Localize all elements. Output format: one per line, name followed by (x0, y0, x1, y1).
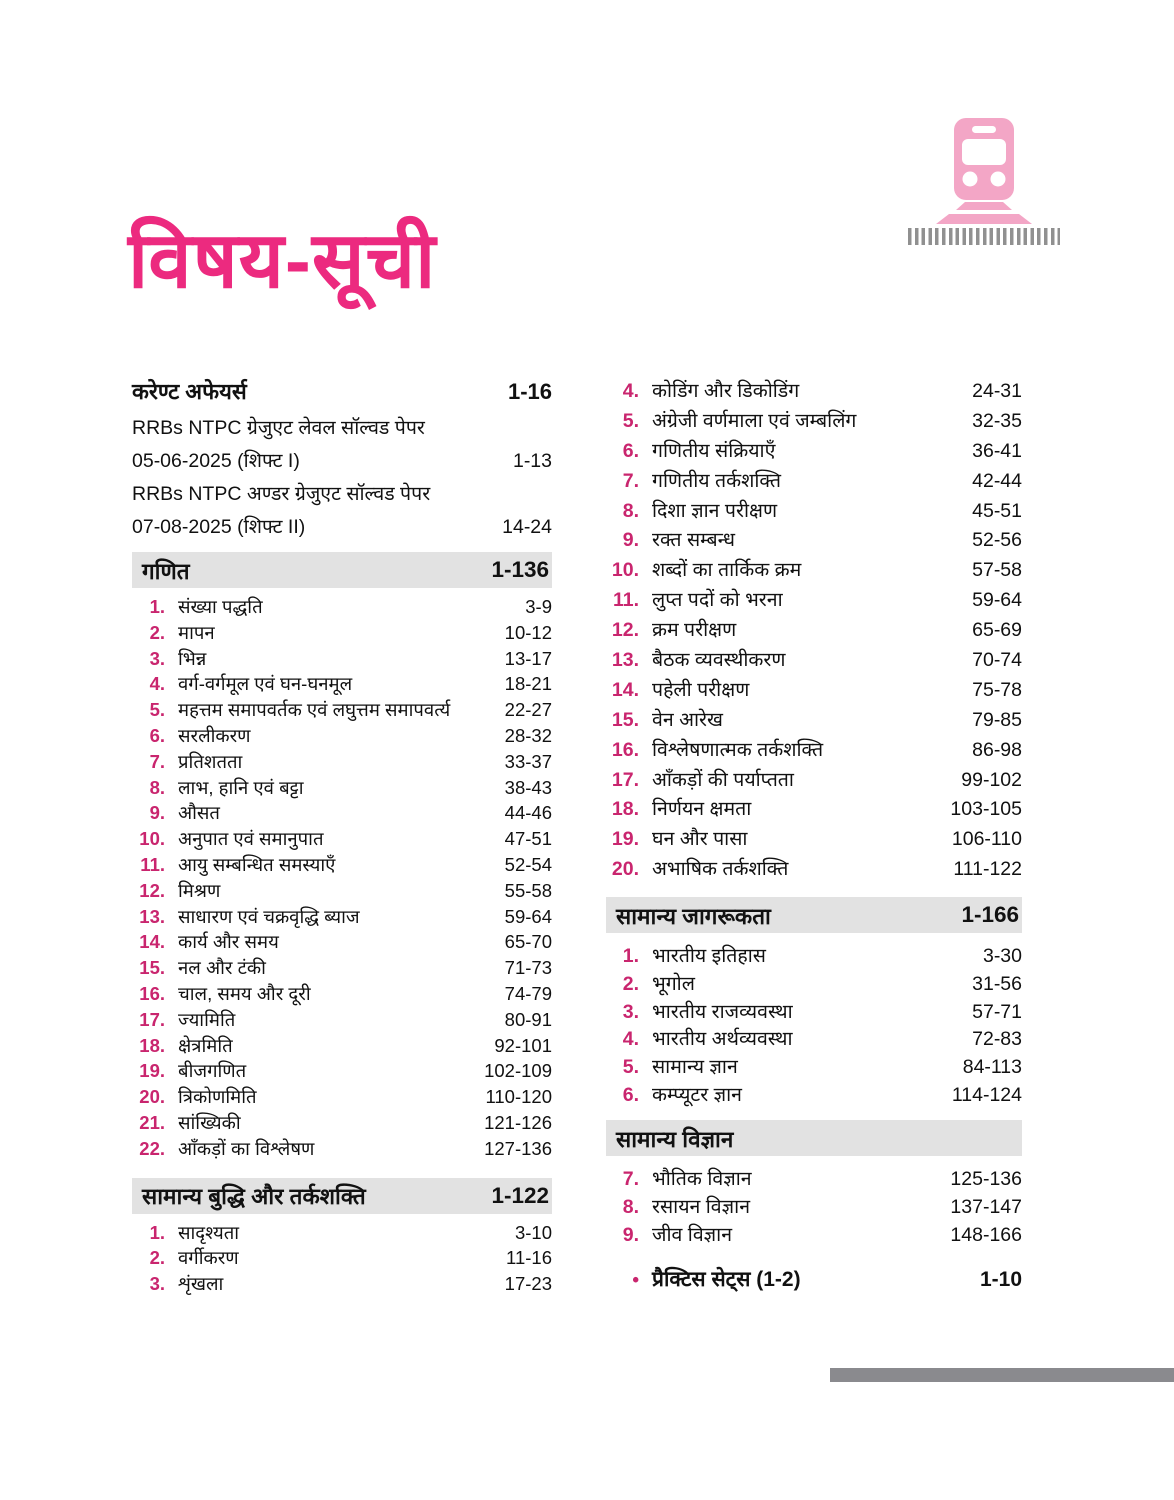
item-number: 22. (139, 1137, 165, 1159)
item-number: 5. (149, 699, 165, 721)
right-sections (606, 897, 1022, 1247)
section-pages: 1-136 (491, 557, 549, 582)
item-number: 11. (140, 853, 165, 875)
item-title: गणितीय तर्कशक्ति (652, 469, 781, 492)
section-title: सामान्य बुद्धि और तर्कशक्ति (142, 1184, 366, 1210)
item-number: 14. (139, 931, 165, 953)
item-title: शब्दों का तार्किक क्रम (652, 559, 802, 582)
item-title: नल और टंकी (178, 957, 266, 979)
item-pages: 3-30 (982, 945, 1022, 968)
item-title: अभाषिक तर्कशक्ति (652, 858, 789, 881)
toc-item (132, 800, 552, 826)
item-title: बैठक व्यवस्थीकरण (652, 649, 786, 672)
item-title: चाल, समय और दूरी (178, 982, 311, 1004)
item-pages: 84-113 (962, 1055, 1022, 1078)
item-title: मापन (178, 621, 215, 643)
item-pages: 114-124 (951, 1083, 1022, 1106)
item-pages: 137-147 (950, 1195, 1022, 1218)
toc-item (132, 852, 552, 878)
toc-item (132, 671, 552, 697)
item-pages: 44-46 (504, 802, 552, 824)
section-header (132, 552, 552, 588)
item-title: आँकड़ों की पर्याप्तता (652, 768, 794, 791)
item-title: शृंखला (178, 1273, 224, 1295)
item-title: जीव विज्ञान (652, 1223, 733, 1246)
toc-item (606, 735, 1022, 765)
toc-item (606, 1192, 1022, 1220)
item-title: भिन्न (178, 647, 207, 669)
paper-line: RRBs NTPC ग्रेजुएट लेवल सॉल्वड पेपर (132, 417, 425, 439)
toc-item (606, 406, 1022, 436)
item-number: 5. (622, 409, 639, 432)
item-pages: 57-71 (972, 1000, 1022, 1023)
item-pages: 38-43 (504, 776, 552, 798)
item-number: 4. (622, 1028, 639, 1051)
item-pages: 148-166 (950, 1223, 1022, 1246)
item-number: 9. (622, 1223, 639, 1246)
item-pages: 59-64 (972, 589, 1022, 612)
item-title: अनुपात एवं समानुपात (178, 828, 324, 850)
toc-item (606, 1220, 1022, 1248)
item-number: 8. (622, 1195, 639, 1218)
item-number: 4. (149, 673, 165, 695)
item-pages: 65-70 (504, 931, 552, 953)
toc-item (132, 1245, 552, 1271)
current-affairs-header (132, 376, 552, 412)
item-title: महत्तम समापवर्तक एवं लघुत्तम समापवर्त्य (178, 699, 451, 721)
item-title: कार्य और समय (178, 931, 279, 953)
toc-item (132, 775, 552, 801)
toc-item (606, 645, 1022, 675)
item-number: 18. (611, 798, 639, 821)
section-header (606, 897, 1022, 933)
section-title: गणित (142, 558, 190, 584)
item-number: 12. (611, 619, 639, 642)
item-title: भूगोल (652, 972, 695, 995)
section-pages: 1-166 (961, 902, 1019, 928)
toc-section (132, 1178, 552, 1297)
bullet-icon: • (632, 1270, 639, 1292)
item-number: 3. (149, 647, 165, 669)
toc-item (132, 697, 552, 723)
item-title: भारतीय इतिहास (652, 945, 766, 968)
item-number: 4. (622, 380, 639, 402)
paper-line (132, 445, 552, 478)
item-number: 20. (611, 858, 639, 881)
item-pages: 57-58 (972, 559, 1022, 582)
item-title: वेन आरेख (652, 708, 723, 731)
paper-line: RRBs NTPC अण्डर ग्रेजुएट सॉल्वड पेपर (132, 483, 431, 505)
item-pages: 99-102 (961, 768, 1022, 791)
item-pages: 45-51 (972, 499, 1022, 522)
item-pages: 28-32 (504, 724, 552, 746)
item-pages: 47-51 (504, 828, 552, 850)
item-number: 10. (139, 828, 165, 850)
item-pages: 3-10 (514, 1221, 552, 1243)
toc-item (132, 646, 552, 672)
footer-bar (830, 1368, 1174, 1382)
toc-item (132, 723, 552, 749)
item-pages: 18-21 (504, 673, 552, 695)
item-number: 13. (139, 905, 165, 927)
toc-item (132, 955, 552, 981)
item-pages: 79-85 (972, 708, 1022, 731)
item-title: कोडिंग और डिकोडिंग (652, 380, 800, 402)
toc-item (606, 705, 1022, 735)
item-title: क्षेत्रमिति (178, 1034, 233, 1056)
item-pages: 70-74 (972, 649, 1022, 672)
toc-item (132, 1084, 552, 1110)
item-pages: 106-110 (951, 828, 1022, 851)
toc-item (132, 981, 552, 1007)
item-number: 6. (149, 724, 165, 746)
item-number: 16. (139, 982, 165, 1004)
toc-item (606, 1024, 1022, 1052)
toc-item (132, 1136, 552, 1162)
paper-line (132, 511, 552, 544)
item-number: 9. (149, 802, 165, 824)
item-title: भारतीय राजव्यवस्था (652, 1000, 793, 1023)
item-title: मिश्रण (178, 879, 221, 901)
toc-item (606, 675, 1022, 705)
item-number: 2. (149, 621, 165, 643)
practice-sets-label: प्रैक्टिस सेट्स (1-2) (652, 1268, 801, 1292)
toc-item (606, 466, 1022, 496)
item-number: 5. (622, 1055, 639, 1078)
item-pages: 52-54 (504, 853, 552, 875)
item-title: संख्या पद्धति (178, 596, 263, 617)
item-pages: 102-109 (484, 1060, 552, 1082)
item-title: भौतिक विज्ञान (652, 1168, 752, 1191)
item-number: 14. (611, 678, 639, 701)
toc-item (132, 1271, 552, 1297)
item-pages: 127-136 (484, 1137, 552, 1159)
item-pages: 22-27 (504, 699, 552, 721)
item-number: 1. (622, 945, 639, 968)
item-title: लाभ, हानि एवं बट्टा (178, 776, 304, 798)
item-pages: 92-101 (494, 1034, 552, 1056)
paper-pages: 14-24 (502, 516, 552, 538)
item-pages: 71-73 (504, 957, 552, 979)
toc-item (606, 969, 1022, 997)
item-pages: 125-136 (950, 1168, 1022, 1191)
item-title: साधारण एवं चक्रवृद्धि ब्याज (178, 905, 360, 927)
toc-item (606, 615, 1022, 645)
item-number: 7. (622, 1168, 639, 1191)
item-number: 8. (622, 499, 639, 522)
paper-entry (132, 412, 552, 478)
toc-item (606, 1080, 1022, 1108)
item-number: 13. (611, 649, 639, 672)
item-pages: 55-58 (504, 879, 552, 901)
section-items (132, 1220, 552, 1297)
item-pages: 110-120 (485, 1086, 552, 1108)
item-number: 15. (611, 708, 639, 731)
item-pages: 11-16 (506, 1247, 552, 1269)
item-title: सामान्य ज्ञान (652, 1055, 738, 1078)
item-number: 6. (622, 1083, 639, 1106)
item-title: त्रिकोणमिति (178, 1086, 257, 1108)
toc-item (606, 555, 1022, 585)
item-pages: 121-126 (484, 1111, 552, 1133)
item-title: पहेली परीक्षण (652, 678, 750, 701)
toc-item (132, 929, 552, 955)
item-pages: 3-9 (525, 596, 552, 617)
toc-item (606, 941, 1022, 969)
toc-item (606, 1164, 1022, 1192)
item-title: प्रतिशतता (178, 750, 243, 772)
item-number: 16. (611, 738, 639, 761)
page-title: विषय-सूची (128, 216, 437, 304)
item-pages: 33-37 (504, 750, 552, 772)
item-pages: 36-41 (972, 439, 1022, 462)
item-title: आयु सम्बन्धित समस्याएँ (178, 853, 336, 875)
item-pages: 52-56 (972, 529, 1022, 552)
left-column (132, 376, 552, 1297)
toc-item (606, 765, 1022, 795)
section-header (132, 1178, 552, 1214)
toc-item (132, 878, 552, 904)
item-title: क्रम परीक्षण (652, 619, 737, 642)
toc-item (132, 904, 552, 930)
item-number: 8. (149, 776, 165, 798)
item-pages: 86-98 (972, 738, 1022, 761)
item-title: सांख्यिकी (178, 1111, 241, 1133)
toc-item (606, 525, 1022, 555)
item-title: गणितीय संक्रियाएँ (652, 439, 776, 462)
item-number: 20. (139, 1086, 165, 1108)
toc-section (606, 1120, 1022, 1247)
item-pages: 13-17 (504, 647, 552, 669)
item-pages: 74-79 (504, 982, 552, 1004)
railway-track-icon (908, 228, 1060, 245)
item-pages: 32-35 (972, 409, 1022, 432)
item-number: 19. (611, 828, 639, 851)
toc-item (132, 620, 552, 646)
train-icon (902, 118, 1066, 224)
paper-pages: 1-13 (512, 450, 552, 472)
paper-date: 05-06-2025 (शिफ्ट I) (132, 450, 300, 472)
item-title: रक्त सम्बन्ध (652, 529, 736, 552)
section-pages: 1-122 (491, 1182, 549, 1208)
item-title: औसत (178, 802, 220, 824)
item-title: बीजगणित (178, 1060, 247, 1082)
item-title: लुप्त पदों को भरना (652, 589, 783, 612)
toc-section (132, 552, 552, 1162)
toc-item (132, 594, 552, 620)
item-number: 10. (611, 559, 639, 582)
item-pages: 42-44 (972, 469, 1022, 492)
item-pages: 65-69 (972, 619, 1022, 642)
item-pages: 24-31 (972, 380, 1022, 402)
item-title: अंग्रेजी वर्णमाला एवं जम्बलिंग (652, 409, 857, 432)
practice-sets-pages: 1-10 (979, 1268, 1022, 1292)
toc-item (606, 376, 1022, 406)
toc-item (606, 824, 1022, 854)
item-title: वर्ग-वर्गमूल एवं घन-घनमूल (178, 673, 353, 695)
item-pages: 103-105 (950, 798, 1022, 821)
item-number: 9. (622, 529, 639, 552)
item-number: 17. (611, 768, 639, 791)
practice-sets-row (606, 1265, 1022, 1293)
item-pages: 72-83 (972, 1028, 1022, 1051)
toc-item (132, 1220, 552, 1246)
left-sections (132, 552, 552, 1297)
item-title: निर्णयन क्षमता (652, 798, 752, 821)
toc-item (132, 1007, 552, 1033)
toc-item (606, 585, 1022, 615)
item-number: 17. (139, 1008, 165, 1030)
current-affairs-pages: 1-16 (507, 379, 552, 404)
paper-entry (132, 478, 552, 544)
item-title: भारतीय अर्थव्यवस्था (652, 1028, 793, 1051)
item-title: कम्प्यूटर ज्ञान (652, 1083, 742, 1106)
publisher-logo (902, 118, 1066, 245)
toc-item (132, 1058, 552, 1084)
toc-item (606, 794, 1022, 824)
toc-item (606, 1052, 1022, 1080)
item-title: सादृश्यता (178, 1221, 240, 1243)
item-number: 1. (149, 596, 165, 617)
item-title: दिशा ज्ञान परीक्षण (652, 499, 778, 522)
current-affairs-title: करेण्ट अफेयर्स (132, 379, 247, 404)
item-number: 2. (622, 972, 639, 995)
item-title: घन और पासा (652, 828, 748, 851)
item-number: 21. (139, 1111, 165, 1133)
item-title: ज्यामिति (178, 1008, 236, 1030)
item-number: 11. (612, 589, 639, 612)
toc-item (132, 1033, 552, 1059)
item-number: 6. (622, 439, 639, 462)
item-number: 7. (149, 750, 165, 772)
item-number: 12. (139, 879, 165, 901)
right-column (606, 376, 1022, 1293)
item-pages: 59-64 (504, 905, 552, 927)
item-number: 3. (622, 1000, 639, 1023)
section-title: सामान्य विज्ञान (616, 1126, 734, 1152)
item-pages: 111-122 (953, 858, 1022, 881)
toc-item (606, 436, 1022, 466)
item-number: 18. (139, 1034, 165, 1056)
toc-item (132, 749, 552, 775)
item-title: विश्लेषणात्मक तर्कशक्ति (652, 738, 824, 761)
toc-item (606, 997, 1022, 1025)
item-title: आँकड़ों का विश्लेषण (178, 1137, 315, 1159)
item-title: रसायन विज्ञान (652, 1195, 751, 1218)
item-pages: 75-78 (972, 678, 1022, 701)
toc-item (606, 496, 1022, 526)
item-number: 15. (139, 957, 165, 979)
reasoning-items-continued (606, 376, 1022, 884)
item-pages: 10-12 (504, 621, 552, 643)
item-pages: 80-91 (504, 1008, 552, 1030)
item-number: 19. (139, 1060, 165, 1082)
toc-item (606, 854, 1022, 884)
item-number: 7. (622, 469, 639, 492)
item-title: वर्गीकरण (178, 1247, 239, 1269)
section-items (132, 594, 552, 1162)
item-number: 3. (149, 1273, 165, 1295)
current-affairs-block (132, 376, 552, 544)
section-title: सामान्य जागरूकता (616, 903, 771, 929)
toc-item (132, 1110, 552, 1136)
section-header (606, 1120, 1022, 1156)
item-title: सरलीकरण (178, 724, 251, 746)
item-pages: 31-56 (972, 972, 1022, 995)
paper-date: 07-08-2025 (शिफ्ट II) (132, 516, 306, 538)
item-pages: 17-23 (504, 1273, 552, 1295)
item-number: 2. (149, 1247, 165, 1269)
toc-item (132, 826, 552, 852)
section-items (606, 941, 1022, 1107)
section-items (606, 1164, 1022, 1247)
item-number: 1. (149, 1221, 165, 1243)
toc-section (606, 897, 1022, 1107)
